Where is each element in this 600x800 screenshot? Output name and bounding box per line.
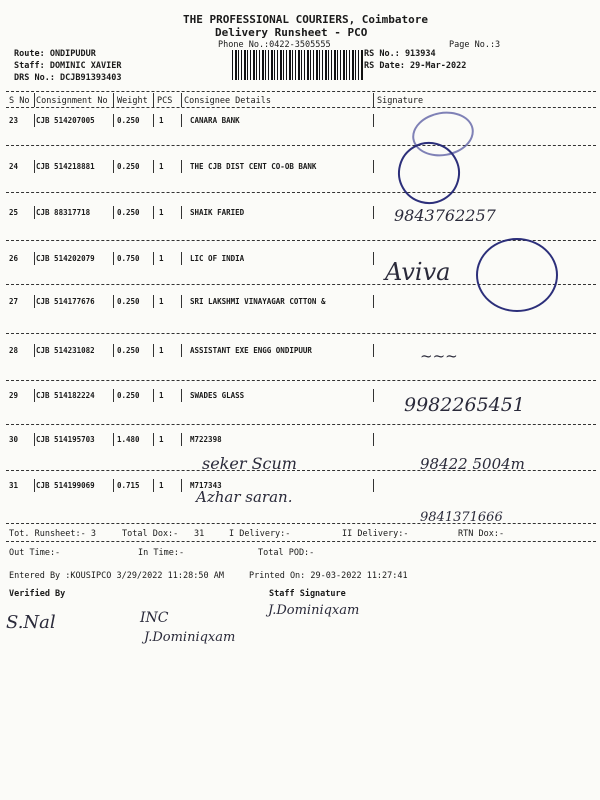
row-weight: 0.750 — [117, 254, 140, 263]
row-consignment: CJB 88317718 — [36, 208, 91, 217]
document-title: Delivery Runsheet - PCO — [215, 26, 368, 39]
route: Route: ONDIPUDUR — [14, 49, 96, 59]
divider — [6, 107, 596, 108]
in-time: In Time:- — [138, 548, 185, 558]
i-delivery: I Delivery:- — [229, 529, 291, 539]
out-time: Out Time:- — [9, 548, 61, 558]
printed-on: Printed On: 29-03-2022 11:27:41 — [249, 571, 408, 581]
row-sno: 29 — [9, 391, 19, 400]
col-consignment: Consignment No — [36, 96, 108, 106]
entered-by: Entered By :KOUSIPCO 3/29/2022 11:28:50 AM — [9, 571, 224, 581]
row-sno: 31 — [9, 481, 19, 490]
phone-number: Phone No.:0422-3505555 — [218, 40, 331, 50]
divider — [6, 192, 596, 193]
row-sno: 25 — [9, 208, 19, 217]
drs-number: DRS No.: DCJB91393403 — [14, 73, 122, 83]
row-consignee: CANARA BANK — [190, 116, 240, 125]
staff-signature-label: Staff Signature — [269, 589, 346, 599]
row-consignee: LIC OF INDIA — [190, 254, 245, 263]
handwritten-phone: 9843762257 — [394, 206, 496, 225]
rs-date: RS Date: 29-Mar-2022 — [364, 61, 467, 71]
col-sno: S No — [9, 96, 30, 106]
row-consignment: CJB 514207005 — [36, 116, 95, 125]
row-consignee: SRI LAKSHMI VINAYAGAR COTTON & — [190, 297, 326, 306]
row-pcs: 1 — [159, 391, 164, 400]
row-consignment: CJB 514199069 — [36, 481, 95, 490]
row-consignment: CJB 514218881 — [36, 162, 95, 171]
divider — [6, 145, 596, 146]
verified-signature: S.Nal — [6, 612, 56, 633]
divider — [6, 91, 596, 92]
total-pod: Total POD:- — [258, 548, 315, 558]
row-sno: 30 — [9, 435, 19, 444]
row-consignment: CJB 514195703 — [36, 435, 95, 444]
row-pcs: 1 — [159, 297, 164, 306]
rs-number: RS No.: 913934 — [364, 49, 436, 59]
barcode — [232, 50, 364, 80]
staff-name: Staff: DOMINIC XAVIER — [14, 61, 122, 71]
row-consignee: SWADES GLASS — [190, 391, 245, 400]
row-pcs: 1 — [159, 481, 164, 490]
row-weight: 0.250 — [117, 116, 140, 125]
divider — [6, 380, 596, 381]
row-consignment: CJB 514177676 — [36, 297, 95, 306]
row-pcs: 1 — [159, 162, 164, 171]
row-sno: 24 — [9, 162, 19, 171]
row-consignee: M722398 — [190, 435, 222, 444]
row-consignee: M717343 — [190, 481, 222, 490]
handwritten-phone: 98422 5004m — [420, 455, 525, 473]
divider — [6, 541, 596, 542]
col-consignee: Consignee Details — [184, 96, 271, 106]
row-weight: 0.250 — [117, 297, 140, 306]
row-weight: 1.480 — [117, 435, 140, 444]
row-pcs: 1 — [159, 116, 164, 125]
row-sno: 23 — [9, 116, 19, 125]
page-number: Page No.:3 — [449, 40, 501, 50]
row-weight: 0.250 — [117, 391, 140, 400]
verified-initials: INC — [140, 610, 169, 626]
row-consignment: CJB 514182224 — [36, 391, 95, 400]
handwritten-name: seker Scum — [202, 454, 297, 473]
company-name: THE PROFESSIONAL COURIERS, Coimbatore — [183, 13, 429, 26]
row-weight: 0.250 — [117, 162, 140, 171]
row-sno: 27 — [9, 297, 19, 306]
total-dox-label: Total Dox:- — [122, 529, 179, 539]
ii-delivery: II Delivery:- — [342, 529, 409, 539]
col-signature: Signature — [377, 96, 424, 106]
divider — [6, 424, 596, 425]
col-pcs: PCS — [157, 96, 173, 106]
row-weight: 0.250 — [117, 208, 140, 217]
handwritten-name: Azhar saran. — [196, 488, 293, 506]
row-sno: 28 — [9, 346, 19, 355]
row-pcs: 1 — [159, 346, 164, 355]
rtn-dox: RTN Dox:- — [458, 529, 505, 539]
row-pcs: 1 — [159, 435, 164, 444]
col-weight: Weight — [117, 96, 148, 106]
row-weight: 0.250 — [117, 346, 140, 355]
row-consignee: ASSISTANT EXE ENGG ONDIPUUR — [190, 346, 312, 355]
handwritten-signature: ~~~ — [420, 347, 458, 365]
total-dox-value: 31 — [194, 529, 205, 539]
cotton-firm-stamp — [400, 290, 580, 340]
divider — [6, 523, 596, 524]
row-consignment: CJB 514202079 — [36, 254, 95, 263]
row-weight: 0.715 — [117, 481, 140, 490]
row-sno: 26 — [9, 254, 19, 263]
handwritten-phone: 9982265451 — [404, 394, 525, 416]
row-consignee: SHAIK FARIED — [190, 208, 245, 217]
handwritten-signature: Aviva — [385, 258, 451, 286]
staff-signature: J.Dominiqxam — [268, 603, 360, 618]
row-consignment: CJB 514231082 — [36, 346, 95, 355]
verified-signature: J.Dominiqxam — [144, 630, 236, 645]
handwritten-phone: 9841371666 — [420, 510, 503, 525]
row-consignee: THE CJB DIST CENT CO-OB BANK — [190, 162, 317, 171]
row-pcs: 1 — [159, 254, 164, 263]
verified-by-label: Verified By — [9, 589, 66, 599]
total-runsheet: Tot. Runsheet:- 3 — [9, 529, 96, 539]
row-pcs: 1 — [159, 208, 164, 217]
